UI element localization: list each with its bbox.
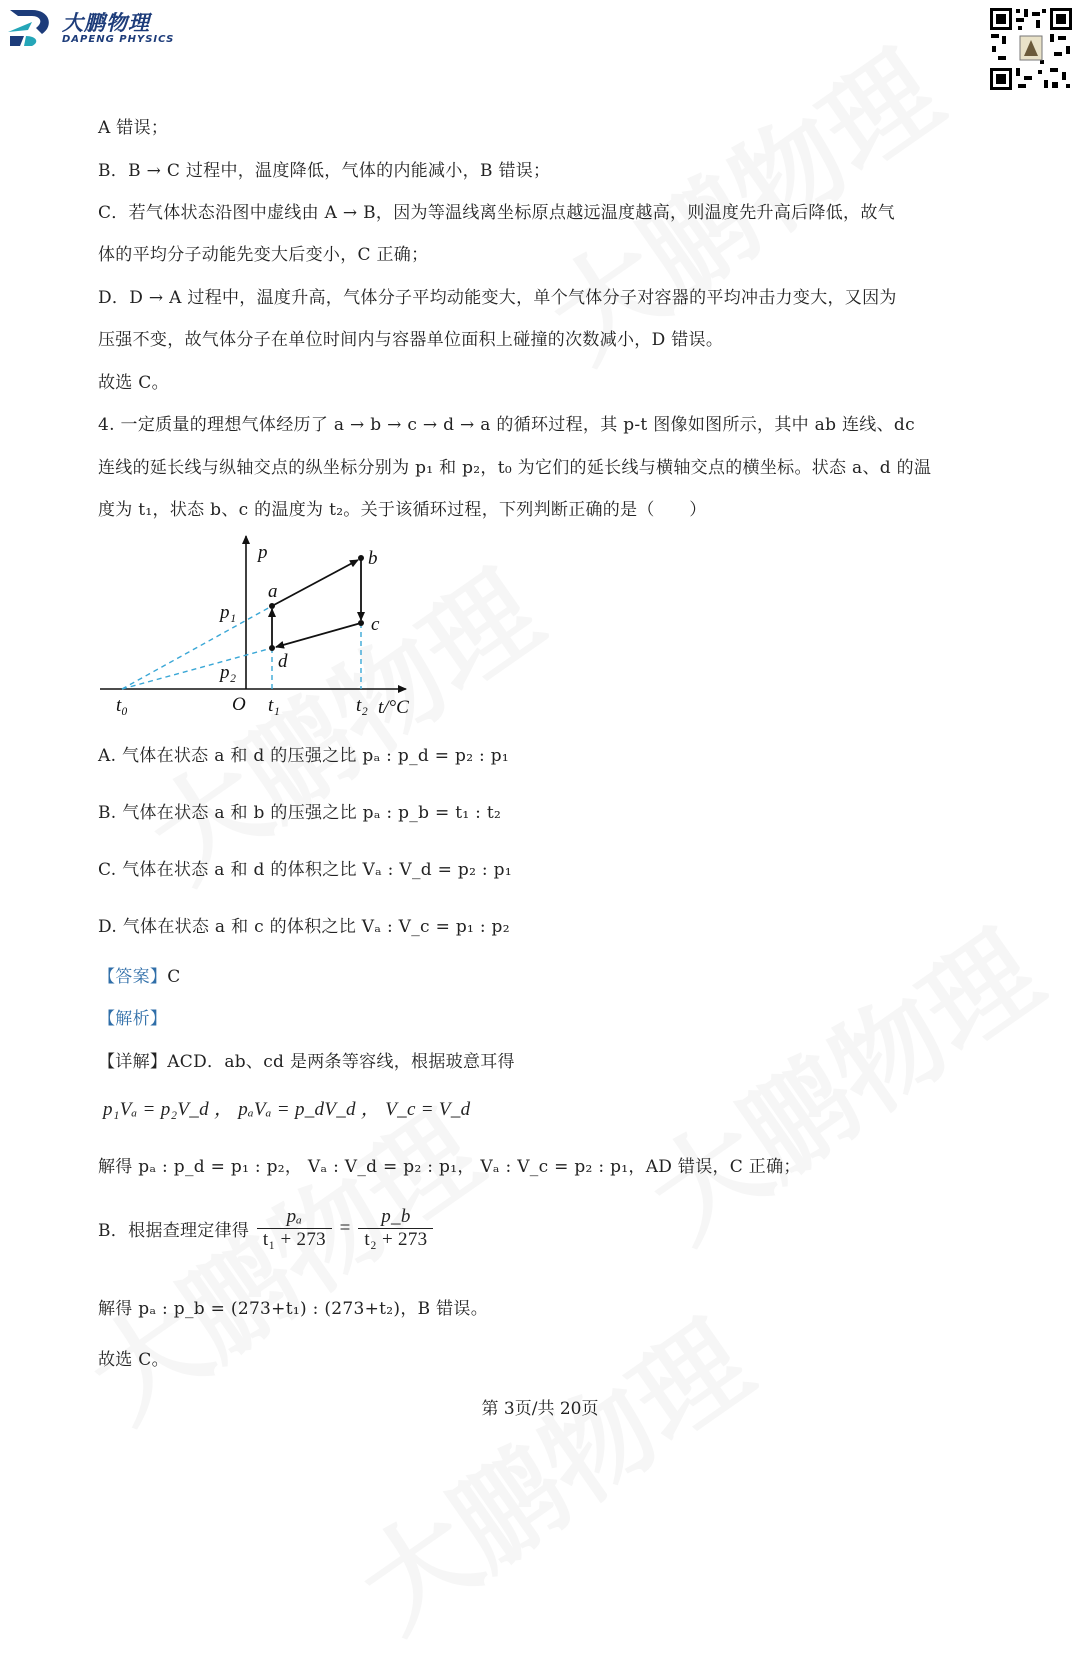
label-origin: O <box>232 694 246 715</box>
detail-text: ACD．ab、cd 是两条等容线，根据玻意耳得 <box>167 1052 515 1072</box>
prev-answer-c-2: 体的平均分子动能先变大后变小，C 正确； <box>98 245 429 265</box>
equation-1: p₁Vₐ = p₂V_d ， pₐVₐ = p_dV_d ， V_c = V_d <box>103 1099 471 1120</box>
process-c-to-d <box>276 623 361 647</box>
state-point-c <box>358 620 364 626</box>
charles-law-prefix: B．根据查理定律得 <box>98 1221 250 1241</box>
p-t-diagram <box>96 530 426 720</box>
label-p2: p₂ <box>220 662 237 683</box>
question-line-1: 4. 一定质量的理想气体经历了 a → b → c → d → a 的循环过程，其 p-t 图像如图所示，其中 ab 连线、dc <box>98 415 915 435</box>
prev-answer-d-1: D．D → A 过程中，温度升高，气体分子平均动能变大，单个气体分子对容器的平均冲击力变大，又因为 <box>98 288 897 308</box>
state-point-a <box>269 603 275 609</box>
state-point-b <box>358 555 364 561</box>
fraction-left-denominator: t₁ + 273 <box>262 1229 326 1250</box>
answer-choose: 故选 C。 <box>98 1350 169 1370</box>
option-b: B. 气体在状态 a 和 b 的压强之比 pₐ : p_b = t₁ : t₂ <box>98 803 502 823</box>
answer-value: C <box>167 967 181 987</box>
charles-law-line <box>98 1206 435 1251</box>
page-number: 第 3页/共 20页 <box>481 1399 599 1419</box>
brand-name-cn: 大鹏物理 <box>62 10 150 35</box>
t-axis-label: t/°C <box>378 697 409 718</box>
option-d: D. 气体在状态 a 和 c 的体积之比 Vₐ : V_c = p₁ : p₂ <box>98 917 510 937</box>
dapeng-logo-icon <box>6 6 56 50</box>
watermark <box>54 1068 505 1450</box>
option-c: C. 气体在状态 a 和 d 的体积之比 Vₐ : V_d = p₂ : p₁ <box>98 860 512 880</box>
label-p1: p₁ <box>220 602 237 623</box>
p-axis-label: p <box>258 542 268 563</box>
label-t1: t₁ <box>268 695 280 716</box>
detail-line <box>98 1047 515 1072</box>
fraction-right-numerator: p_b <box>358 1206 433 1229</box>
brand-logo <box>6 6 174 50</box>
detail-tag: 【详解】 <box>98 1052 168 1072</box>
prev-answer-a: A 错误； <box>98 118 169 138</box>
question-line-2: 连线的延长线与纵轴交点的纵坐标分别为 p₁ 和 p₂，t₀ 为它们的延长线与横轴交点的横坐标。状态 a、d 的温 <box>98 458 932 478</box>
fraction-left <box>257 1206 332 1251</box>
label-b: b <box>368 548 378 569</box>
prev-answer-d-2: 压强不变，故气体分子在单位时间内与容器单位面积上碰撞的次数减小，D 错误。 <box>98 330 724 350</box>
fraction-left-numerator: pₐ <box>257 1206 332 1229</box>
answer-tag: 【答案】 <box>98 967 168 987</box>
extension-line-ab <box>122 606 272 689</box>
fraction-equals: = <box>339 1217 351 1239</box>
label-t0: t₀ <box>116 695 128 716</box>
equation-2: 解得 pₐ : p_d = p₁ : p₂， Vₐ : V_d = p₂ : p₁， Vₐ : V_c = p₂ : p₁，AD 错误，C 正确； <box>98 1157 801 1177</box>
question-line-3: 度为 t₁，状态 b、c 的温度为 t₂。关于该循环过程，下列判断正确的是（ ） <box>98 500 707 520</box>
analysis-tag: 【解析】 <box>98 1009 168 1029</box>
label-t2: t₂ <box>356 695 368 716</box>
fraction-right-denominator: t₂ + 273 <box>364 1229 428 1250</box>
extension-line-dc <box>122 648 272 689</box>
label-a: a <box>268 581 278 602</box>
watermark <box>324 1278 775 1660</box>
qr-code-icon <box>988 6 1074 92</box>
equation-3: 解得 pₐ : p_b = (273+t₁) : (273+t₂)，B 错误。 <box>98 1299 489 1319</box>
prev-answer-c-1: C．若气体状态沿图中虚线由 A → B，因为等温线离坐标原点越远温度越高，则温度先升高后降低，故气 <box>98 203 895 223</box>
process-a-to-b <box>272 560 358 606</box>
answer-line <box>98 962 181 987</box>
brand-name-en: DAPENG PHYSICS <box>62 33 175 45</box>
prev-answer-choose: 故选 C。 <box>98 373 169 393</box>
option-a: A. 气体在状态 a 和 d 的压强之比 pₐ : p_d = p₂ : p₁ <box>98 746 510 766</box>
fraction-right <box>358 1206 433 1251</box>
label-c: c <box>371 614 380 635</box>
label-d: d <box>278 651 288 672</box>
state-point-d <box>269 645 275 651</box>
watermark <box>614 888 1065 1270</box>
prev-answer-b: B．B → C 过程中，温度降低，气体的内能减小，B 错误； <box>98 161 551 181</box>
